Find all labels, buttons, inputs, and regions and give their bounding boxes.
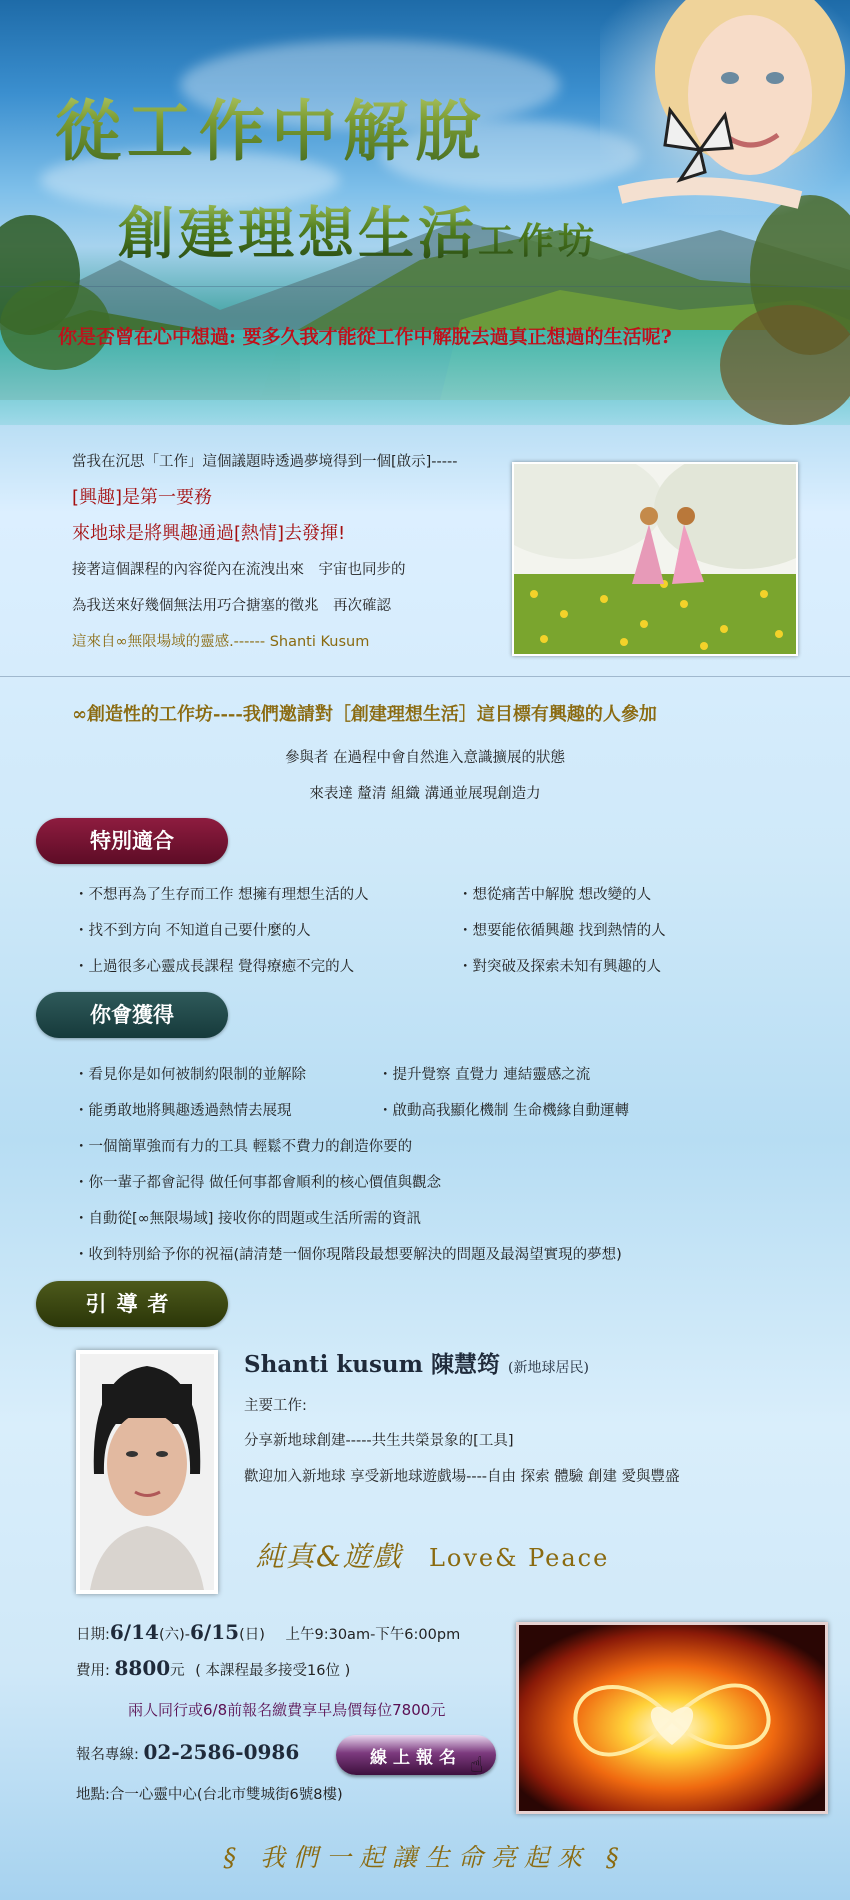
invite-line-1: 參與者 在過程中會自然進入意識擴展的狀態: [284, 750, 566, 766]
intro-line-2: [興趣]是第一要務: [72, 487, 213, 508]
date-end: 6/15: [190, 1620, 240, 1644]
gain-item: ・ 提升覺察 直覺力 連結靈感之流: [378, 1063, 590, 1084]
event-phone: [76, 1740, 299, 1764]
event-date: [76, 1620, 460, 1644]
gain-item: ・ 啟動高我顯化機制 生命機緣自動運轉: [378, 1099, 629, 1120]
event-fee: [76, 1656, 350, 1680]
intro-line-3: 來地球是將興趣通過[熱情]去發揮!: [72, 523, 346, 544]
banner-question: 你是否曾在心中想過: 要多久我才能從工作中解脫去過真正想過的生活呢?: [58, 326, 672, 348]
fee-unit: 元: [170, 1663, 185, 1679]
event-time: 上午9:30am-下午6:00pm: [285, 1627, 461, 1643]
guide-motto: [256, 1535, 609, 1575]
guide-work-2: 歡迎加入新地球 享受新地球遊戲場----自由 探索 體驗 創建 愛與豐盛: [244, 1469, 680, 1485]
phone-number: 02-2586-0986: [143, 1740, 300, 1764]
footer-slogan: § 我們一起讓生命亮起來 §: [223, 1843, 627, 1872]
early-bird-discount: 兩人同行或6/8前報名繳費享早鳥價每位7800元: [128, 1701, 446, 1719]
tree-left-illustration: [0, 215, 120, 385]
fee-label: 費用:: [76, 1663, 110, 1679]
guide-name: [244, 1346, 589, 1379]
invite-headline: ∞創造性的工作坊----我們邀請對［創建理想生活］這目標有興趣的人參加: [72, 704, 657, 725]
banner-title-line1: 從工作中解脫: [55, 78, 487, 173]
suitable-item: ・ 想要能依循興趣 找到熱情的人: [458, 919, 666, 940]
gain-item: ・ 能勇敢地將興趣透過熱情去展現: [74, 1099, 292, 1120]
girl-butterfly-photo: [600, 0, 850, 215]
banner-title-main: 創建理想生活: [118, 201, 478, 267]
motto-cn: 純真&遊戲: [256, 1540, 403, 1573]
gain-item: ・ 收到特別給予你的祝福(請清楚一個你現階段最想要解決的問題及最渴望實現的夢想): [74, 1243, 622, 1264]
section-heading-guide: 引導者: [36, 1281, 228, 1327]
date-end-day: (日): [239, 1627, 265, 1643]
intro-line-5: 為我送來好幾個無法用巧合搪塞的徵兆 再次確認: [72, 598, 391, 614]
invite-line-2: 來表達 釐清 組織 溝通並展現創造力: [309, 786, 541, 802]
date-label: 日期:: [76, 1627, 110, 1643]
event-address: 地點:合一心靈中心(台北市雙城街6號8樓): [76, 1787, 343, 1803]
guide-name-text: Shanti kusum 陳慧筠: [244, 1351, 500, 1378]
gain-item: ・ 一個簡單強而有力的工具 輕鬆不費力的創造你要的: [74, 1135, 412, 1156]
motto-en: Love& Peace: [428, 1544, 610, 1572]
date-start: 6/14: [109, 1620, 159, 1644]
section-heading-suitable: 特別適合: [36, 818, 228, 864]
banner-title-line2: [118, 190, 598, 270]
divider: [0, 676, 850, 677]
gain-item: ・ 你一輩子都會記得 做任何事都會順利的核心價值與觀念: [74, 1171, 441, 1192]
suitable-item: ・ 不想再為了生存而工作 想擁有理想生活的人: [74, 883, 369, 904]
guide-name-note: (新地球居民): [508, 1360, 589, 1376]
online-signup-button[interactable]: 線上報名: [336, 1735, 496, 1775]
guide-work-1: 分享新地球創建-----共生共榮景象的[工具]: [244, 1433, 514, 1449]
divider: [0, 286, 850, 287]
hand-cursor-icon: ☝: [470, 1753, 484, 1778]
guide-portrait-photo: [76, 1350, 218, 1594]
intro-line-6: 這來自∞無限場域的靈感.------ Shanti Kusum: [72, 634, 370, 650]
infinity-heart-photo: [516, 1622, 828, 1814]
gain-item: ・ 看見你是如何被制約限制的並解除: [74, 1063, 306, 1084]
phone-label: 報名專線:: [76, 1747, 139, 1763]
suitable-item: ・ 想從痛苦中解脫 想改變的人: [458, 883, 651, 904]
banner-title-suffix: 工作坊: [478, 220, 599, 262]
girls-in-field-photo: [512, 462, 798, 656]
suitable-item: ・ 對突破及探索未知有興趣的人: [458, 955, 661, 976]
fee-note: ( 本課程最多接受16位 ): [195, 1663, 351, 1679]
gain-item: ・ 自動從[∞無限場域] 接收你的問題或生活所需的資訊: [74, 1207, 421, 1228]
suitable-item: ・ 上過很多心靈成長課程 覺得療癒不完的人: [74, 955, 354, 976]
section-heading-gain: 你會獲得: [36, 992, 228, 1038]
tree-right-illustration: [700, 195, 850, 425]
intro-line-4: 接著這個課程的內容從內在流洩出來 宇宙也同步的: [72, 562, 406, 578]
suitable-item: ・ 找不到方向 不知道自己要什麼的人: [74, 919, 311, 940]
guide-work-label: 主要工作:: [244, 1398, 307, 1414]
intro-line-1: 當我在沉思「工作」這個議題時透過夢境得到一個[啟示]-----: [72, 454, 458, 470]
date-start-day: (六)-: [158, 1627, 190, 1643]
fee-amount: 8800: [114, 1656, 171, 1680]
